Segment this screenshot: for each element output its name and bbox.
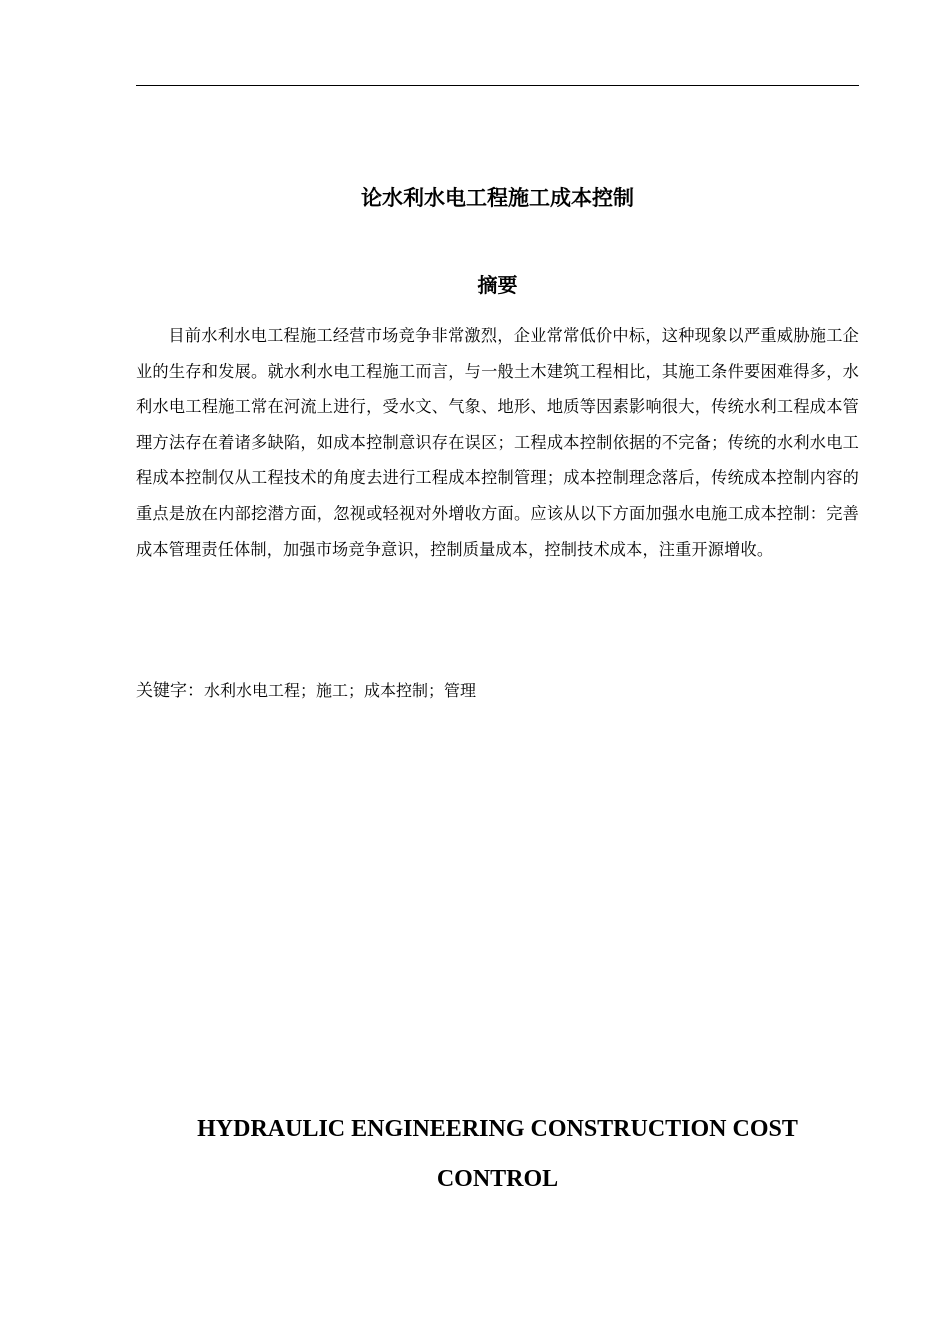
abstract-heading: 摘要 (477, 273, 518, 297)
keywords-label: 关键字： (136, 681, 204, 701)
header-rule (136, 85, 859, 86)
keywords-text: 水利水电工程；施工；成本控制；管理 (204, 681, 477, 700)
keywords-line (136, 676, 859, 706)
chinese-title: 论水利水电工程施工成本控制 (361, 186, 634, 210)
abstract-body: 目前水利水电工程施工经营市场竞争非常激烈，企业常常低价中标，这种现象以严重威胁施工企业的生存和发展。就水利水电工程施工而言，与一般土木建筑工程相比，其施工条件要困难得多，水利水电工程施工常在河流上进行，受水文、气象、地形、地质等因素影响很大，传统水利工程成本管理方法存在着诸多缺陷，如成本控制意识存在误区；工程成本控制依据的不完备；传统的水利水电工程成本控制仅从工程技术的角度去进行工程成本控制管理；成本控制理念落后，传统成本控制内容的重点是放在内部挖潜方面，忽视或轻视对外增收方面。应该从以下方面加强水电施工成本控制：完善成本管理责任体制，加强市场竞争意识，控制质量成本，控制技术成本，注重开源增收。 (136, 326, 859, 559)
english-title: HYDRAULIC ENGINEERING CONSTRUCTION COST CONTROL (197, 1116, 798, 1192)
